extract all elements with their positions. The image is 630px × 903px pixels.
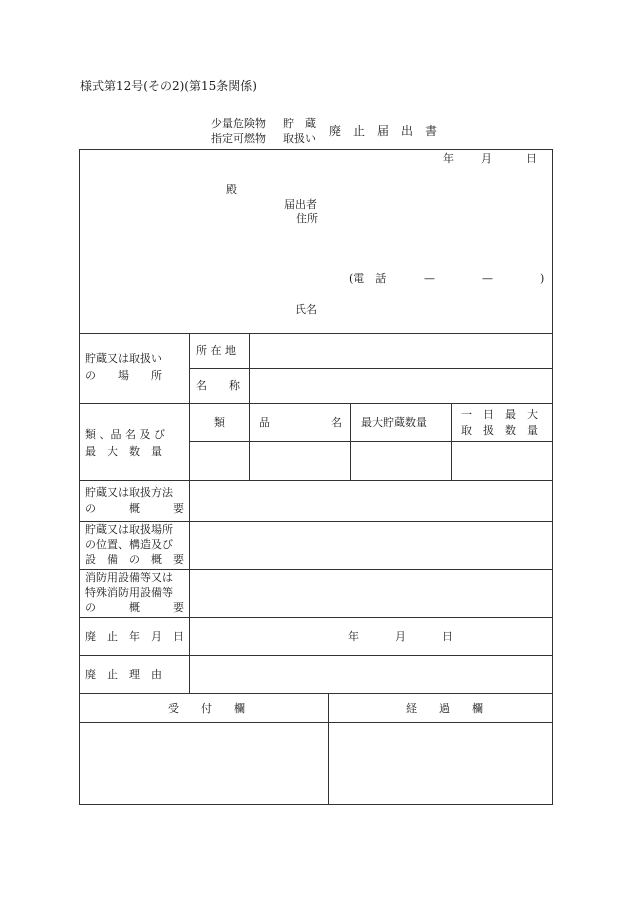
abolish-year: 年	[348, 630, 359, 643]
method-label-2: の 概 要	[85, 502, 184, 515]
types-label-2: 最 大 数 量	[85, 445, 162, 458]
col-type: 類	[214, 416, 225, 429]
fire-label-2: 特殊消防用設備等	[85, 586, 173, 599]
phone-dash-2: —	[482, 272, 493, 285]
reception-column-header: 受 付 欄	[168, 702, 245, 715]
name-field-label: 名 称	[196, 379, 240, 392]
title-mid-line1: 貯 蔵	[283, 117, 316, 130]
address-label: 住所	[296, 212, 318, 225]
date-day: 日	[526, 152, 537, 165]
col-product-a: 品	[259, 416, 270, 429]
date-month: 月	[481, 152, 492, 165]
title-prefix-line2: 指定可燃物	[211, 132, 266, 145]
fire-label-3: の 概 要	[85, 601, 184, 614]
address-field-label: 所 在 地	[196, 344, 236, 357]
location-label-1: 貯蔵又は取扱い	[85, 352, 162, 365]
title-mid-line2: 取扱い	[283, 132, 316, 145]
fire-label-1: 消防用設備等又は	[85, 571, 173, 584]
addressee-suffix: 殿	[226, 183, 237, 196]
name-label: 氏名	[295, 303, 317, 316]
notifier-label: 届出者	[284, 198, 317, 211]
abolish-day: 日	[442, 630, 453, 643]
facility-label-1: 貯蔵又は取扱場所	[85, 523, 173, 536]
progress-column-header: 経 過 欄	[406, 702, 483, 715]
col-product-b: 名	[331, 416, 342, 429]
location-label-2: の 場 所	[85, 369, 162, 382]
phone-open: (電 話	[349, 272, 387, 285]
phone-close: )	[540, 272, 545, 285]
form-number: 様式第12号(その2)(第15条関係)	[80, 79, 257, 93]
date-year: 年	[443, 152, 454, 165]
title-main: 廃 止 届 出 書	[329, 124, 438, 138]
col-daily-2: 取 扱 数 量	[461, 424, 538, 437]
abolish-month: 月	[395, 630, 406, 643]
title-prefix-line1: 少量危険物	[211, 117, 266, 130]
abolish-date-label: 廃 止 年 月 日	[85, 630, 184, 643]
method-label-1: 貯蔵又は取扱方法	[85, 486, 173, 499]
abolish-reason-label: 廃 止 理 由	[85, 668, 162, 681]
facility-label-2: の位置、構造及び	[85, 538, 173, 551]
col-daily-1: 一 日 最 大	[461, 408, 538, 421]
facility-label-3: 設 備 の 概 要	[85, 553, 184, 566]
types-label-1: 類 、品 名 及 び	[85, 428, 165, 441]
col-max-storage: 最大貯蔵数量	[361, 416, 427, 429]
phone-dash-1: —	[424, 272, 435, 285]
